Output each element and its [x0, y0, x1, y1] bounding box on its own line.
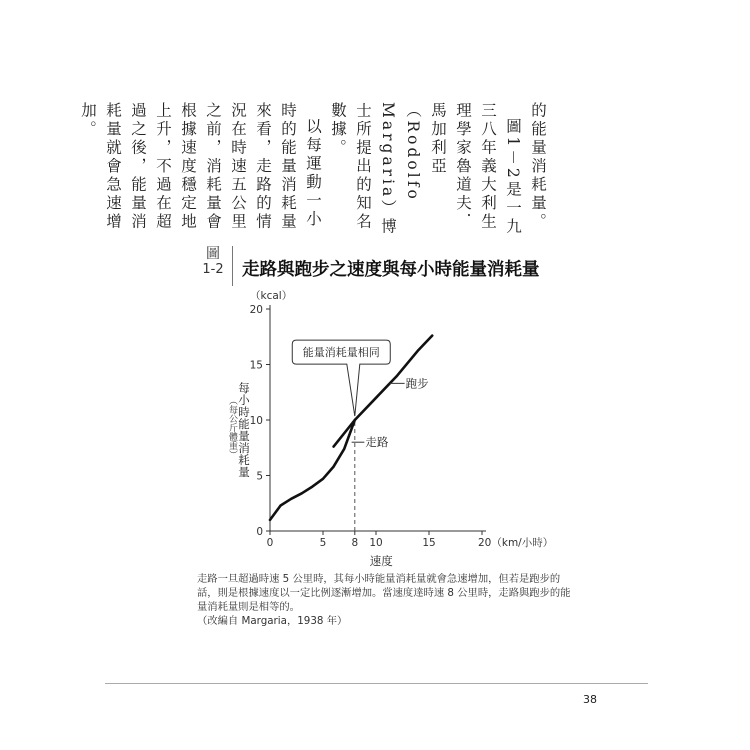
series-label-walking: 走路 [365, 435, 389, 450]
body-text-vertical [79, 102, 550, 237]
y-tick-label: 15 [249, 359, 263, 372]
figure-title: 走路與跑步之速度與每小時能量消耗量 [242, 260, 540, 280]
annotation-text: 能量消耗量相同 [302, 346, 380, 360]
x-axis-label: 速度 [369, 554, 393, 567]
figure-header [200, 246, 540, 286]
figure-label-word: 圖 [206, 246, 220, 262]
page-number: 38 [583, 693, 597, 706]
caption-source: （改編自 Margaria，1938 年） [197, 615, 348, 627]
x-tick-label: 15 [422, 537, 436, 549]
x-tick-label: 10 [369, 537, 383, 549]
y-axis-unit: （kcal） [250, 290, 293, 302]
y-tick-label: 20 [249, 304, 263, 316]
body-paragraph-3: 以每運動一小時的能量消耗量來看，走路的情況在時速五公里之前，消耗量會根據速度穩定地上升，不過在超過之後，能量消耗量就會急速增加。 [79, 102, 322, 232]
figure-caption [197, 572, 572, 628]
x-axis-unit: 20（km/小時） [478, 537, 554, 549]
figure-header-divider [232, 246, 233, 286]
series-label-running: 跑步 [405, 376, 429, 391]
y-axis-label: 每小時能量消耗量 [237, 382, 251, 478]
figure-label-number: 1-2 [202, 262, 224, 277]
y-tick-label: 5 [256, 470, 263, 483]
line-chart [200, 287, 560, 567]
chart-container [200, 287, 560, 571]
x-tick-label: 5 [319, 537, 327, 549]
body-paragraph-2: 圖1－2是一九三八年義大利生理學家魯道夫．馬加利亞（Rodolfo Margaria）博士所提出的知名數據。 [329, 102, 522, 237]
body-paragraph-1: 的能量消耗量。 [529, 102, 547, 232]
y-axis-sublabel: （每公斤體重） [227, 396, 237, 459]
y-tick-label: 10 [249, 415, 263, 427]
figure-label [200, 246, 226, 278]
x-tick-label: 0 [266, 537, 274, 549]
footer-divider [105, 683, 648, 684]
caption-text: 走路一旦超過時速 5 公里時，其每小時能量消耗量就會急速增加，但若是跑步的話，則是根據速度以一定比例逐漸增加。當速度達時速 8 公里時，走路與跑步的能量消耗量則是相等的。 [197, 573, 571, 613]
y-tick-label: 0 [256, 526, 263, 538]
x-tick-label: 8 [351, 537, 359, 549]
